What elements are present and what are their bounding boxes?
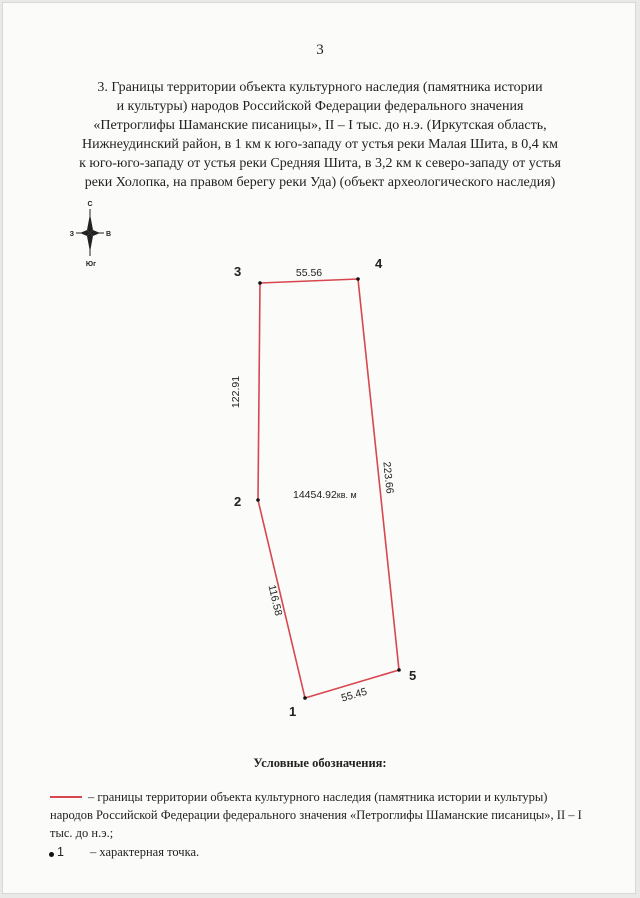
area-label	[293, 489, 357, 501]
point-marker	[397, 668, 401, 672]
compass-east-label: В	[106, 231, 112, 238]
heading-line: и культуры) народов Российской Федерации федерального значения	[116, 99, 524, 114]
compass-north-label: С	[87, 201, 93, 208]
area-value: 14454.92	[293, 489, 337, 501]
segment-length-label: 55.56	[295, 267, 323, 279]
heading-line: 3. Границы территории объекта культурного наследия (памятника истории	[97, 80, 543, 95]
point-marker	[356, 277, 360, 281]
legend-point-dot	[49, 852, 54, 857]
legend-point-text: – характерная точка.	[90, 845, 200, 859]
point-label: 5	[409, 668, 417, 683]
segment-length-label: 55.45	[339, 685, 369, 705]
point-label: 1	[289, 704, 297, 719]
compass-south-label: Юг	[85, 261, 97, 268]
heading-line: «Петроглифы Шаманские писаницы», II – I тыс. до н.э. (Иркутская область,	[93, 118, 547, 133]
point-marker	[258, 281, 262, 285]
legend-boundary-text: – границы территории объекта культурного наследия (памятника истории и культуры) народов Российской Федерации федерального значения «Петроглифы Шаманские писаницы», II – I тыс. до н.э.;	[50, 790, 582, 840]
area-unit: кв. м	[336, 490, 357, 500]
point-label: 2	[234, 494, 242, 509]
compass-rose-icon	[70, 201, 111, 268]
point-marker	[256, 498, 260, 502]
point-marker	[303, 696, 307, 700]
segment-length-label: 223.66	[380, 461, 396, 495]
legend-boundary-item	[50, 788, 590, 842]
heading-line: Нижнеудинский район, в 1 км к юго-западу от устья реки Малая Шита, в 0,4 км	[82, 137, 558, 152]
point-label: 3	[234, 264, 242, 279]
segment-length-label: 122.91	[230, 375, 242, 409]
segment-length-label: 116.58	[265, 583, 285, 617]
compass-west-label: З	[69, 231, 74, 238]
legend-point-sample-label: 1	[57, 845, 64, 859]
point-label: 4	[375, 256, 383, 271]
legend-title: Условные обозначения:	[253, 756, 387, 770]
page-number: 3	[316, 42, 324, 58]
heading-line: к юго-юго-западу от устья реки Средняя Шита, в 3,2 км к северо-западу от устья	[79, 156, 561, 171]
heading-line: реки Холопка, на правом берегу реки Уда) (объект археологического наследия)	[84, 175, 556, 190]
